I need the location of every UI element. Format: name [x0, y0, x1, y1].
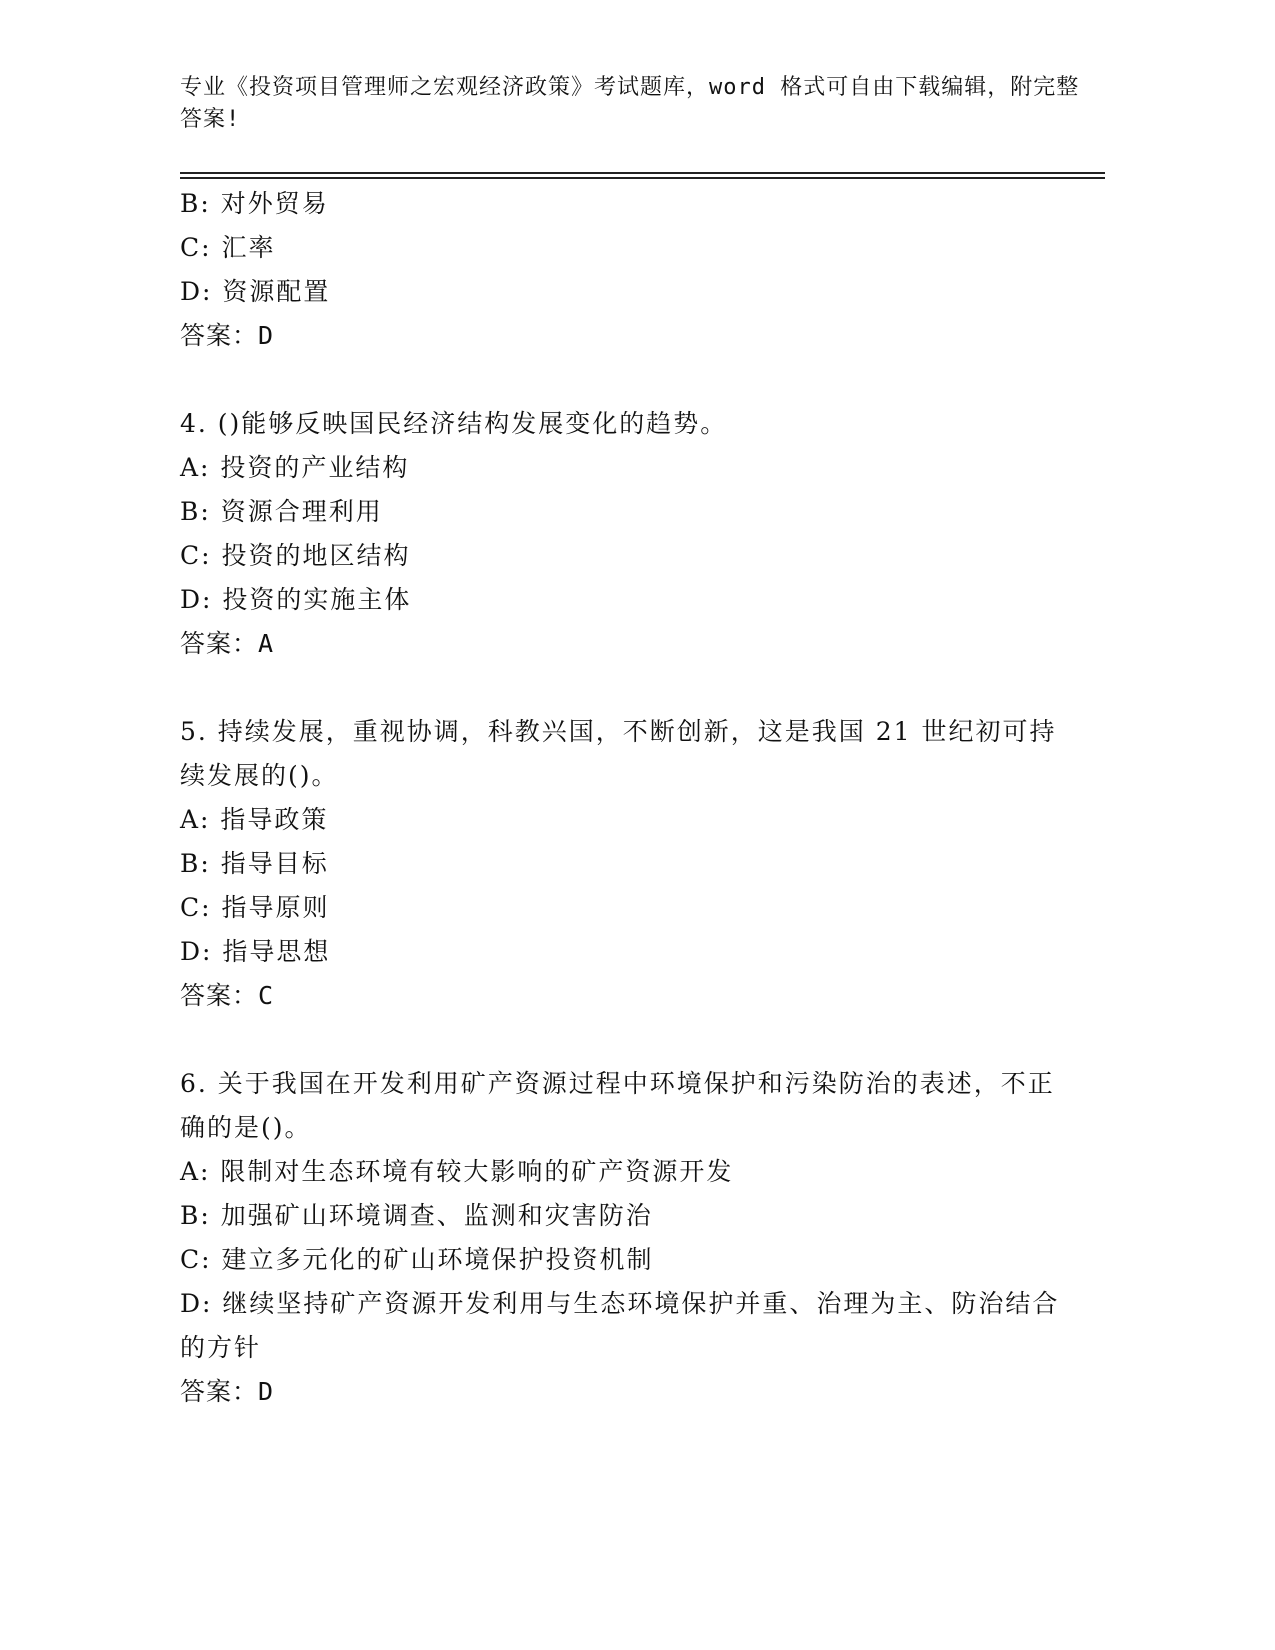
option-d: D: 继续坚持矿产资源开发利用与生态环境保护并重、治理为主、防治结合的方针	[180, 1289, 1060, 1362]
answer-label: 答案：	[180, 981, 259, 1010]
option-d: D: 投资的实施主体	[180, 585, 412, 614]
option-c: C: 建立多元化的矿山环境保护投资机制	[180, 1245, 654, 1274]
question-4	[180, 402, 1060, 666]
question-stem: 6. 关于我国在开发利用矿产资源过程中环境保护和污染防治的表述，不正确的是()。	[180, 1069, 1055, 1142]
header-rule-bottom	[180, 177, 1105, 179]
question-gap	[180, 358, 1060, 402]
question-3-continued	[180, 182, 1060, 358]
answer-line	[180, 1370, 1060, 1414]
document-header: 专业《投资项目管理师之宏观经济政策》考试题库，word 格式可自由下载编辑，附完整答案!	[180, 75, 1080, 132]
header-rule-top	[180, 172, 1105, 174]
answer-value: D	[258, 321, 275, 350]
option-d: D: 指导思想	[180, 937, 331, 966]
option-b: B: 加强矿山环境调查、监测和灾害防治	[180, 1201, 653, 1230]
option-c: C: 投资的地区结构	[180, 541, 411, 570]
answer-value: A	[258, 629, 275, 658]
option-b: B: 对外贸易	[180, 189, 329, 218]
answer-line	[180, 974, 1060, 1018]
answer-line	[180, 622, 1060, 666]
option-a: A: 限制对生态环境有较大影响的矿产资源开发	[180, 1157, 734, 1186]
question-stem: 4. ()能够反映国民经济结构发展变化的趋势。	[180, 409, 728, 438]
option-b: B: 指导目标	[180, 849, 329, 878]
question-6	[180, 1062, 1060, 1414]
option-a: A: 指导政策	[180, 805, 329, 834]
question-gap	[180, 666, 1060, 710]
answer-value: C	[258, 981, 275, 1010]
answer-line	[180, 314, 1060, 358]
option-b: B: 资源合理利用	[180, 497, 383, 526]
question-list	[180, 182, 1060, 1414]
answer-label: 答案：	[180, 321, 259, 350]
answer-label: 答案：	[180, 1377, 259, 1406]
question-stem: 5. 持续发展，重视协调，科教兴国，不断创新，这是我国 21 世纪初可持续发展的()。	[180, 717, 1057, 790]
question-5	[180, 710, 1060, 1018]
answer-label: 答案：	[180, 629, 259, 658]
option-d: D: 资源配置	[180, 277, 331, 306]
answer-value: D	[258, 1377, 275, 1406]
option-c: C: 指导原则	[180, 893, 330, 922]
question-gap	[180, 1018, 1060, 1062]
option-c: C: 汇率	[180, 233, 276, 262]
option-a: A: 投资的产业结构	[180, 453, 410, 482]
